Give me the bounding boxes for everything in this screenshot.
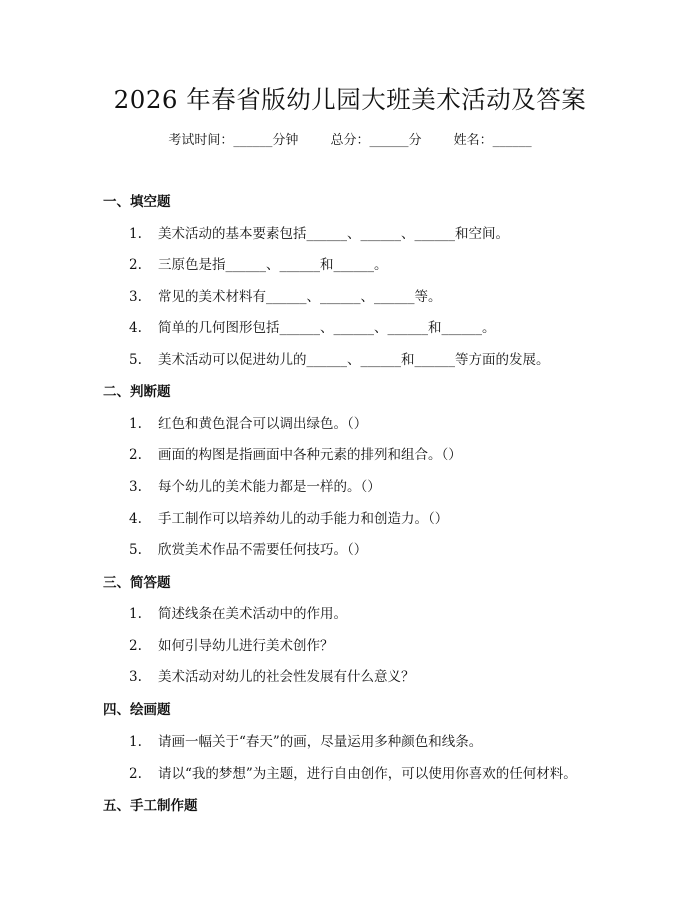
- question-text: 简述线条在美术活动中的作用。: [158, 606, 347, 622]
- question-text: 请画一幅关于“春天”的画，尽量运用多种颜色和线条。: [158, 734, 483, 750]
- document-title: 2026 年春省版幼儿园大班美术活动及答案: [113, 85, 587, 114]
- total-score: 总分：______分: [330, 133, 422, 148]
- question-text: 三原色是指______、______和______。: [158, 257, 388, 273]
- question-text: 画面的构图是指画面中各种元素的排列和组合。（）: [158, 447, 462, 463]
- question-number: 2.: [129, 257, 142, 273]
- question-text: 简单的几何图形包括______、______、______和______。: [158, 320, 496, 336]
- question-text: 红色和黄色混合可以调出绿色。（）: [158, 416, 368, 432]
- question-text: 每个幼儿的美术能力都是一样的。（）: [158, 479, 381, 495]
- question-number: 2.: [129, 447, 142, 463]
- section-heading-handcraft: 五、手工制作题: [103, 798, 198, 814]
- question-text: 如何引导幼儿进行美术创作？: [158, 638, 334, 654]
- exam-time: 考试时间：______分钟: [168, 133, 299, 148]
- question-text: 手工制作可以培养幼儿的动手能力和创造力。（）: [158, 511, 449, 527]
- student-name: 姓名：______: [453, 133, 532, 148]
- section-heading-fill-blank: 一、填空题: [103, 194, 171, 210]
- question-number: 2.: [129, 638, 142, 654]
- question-text: 常见的美术材料有______、______、______等。: [158, 289, 442, 305]
- question-number: 3.: [129, 289, 142, 305]
- question-number: 1.: [129, 416, 142, 432]
- question-number: 4.: [129, 511, 142, 527]
- question-number: 1.: [129, 226, 142, 242]
- question-number: 5.: [129, 352, 142, 368]
- question-text: 欣赏美术作品不需要任何技巧。（）: [158, 542, 368, 558]
- question-number: 1.: [129, 734, 142, 750]
- question-number: 3.: [129, 669, 142, 685]
- question-number: 3.: [129, 479, 142, 495]
- question-number: 4.: [129, 320, 142, 336]
- question-number: 2.: [129, 766, 142, 782]
- question-text: 美术活动可以促进幼儿的______、______和______等方面的发展。: [158, 352, 550, 368]
- question-text: 美术活动的基本要素包括______、______、______和空间。: [158, 226, 509, 242]
- exam-meta: [0, 131, 700, 151]
- question-number: 1.: [129, 606, 142, 622]
- section-heading-short-answer: 三、简答题: [103, 575, 171, 591]
- section-heading-drawing: 四、绘画题: [103, 702, 171, 718]
- question-text: 请以“我的梦想”为主题，进行自由创作，可以使用你喜欢的任何材料。: [158, 766, 577, 782]
- question-text: 美术活动对幼儿的社会性发展有什么意义？: [158, 669, 415, 685]
- question-number: 5.: [129, 542, 142, 558]
- section-heading-true-false: 二、判断题: [103, 384, 171, 400]
